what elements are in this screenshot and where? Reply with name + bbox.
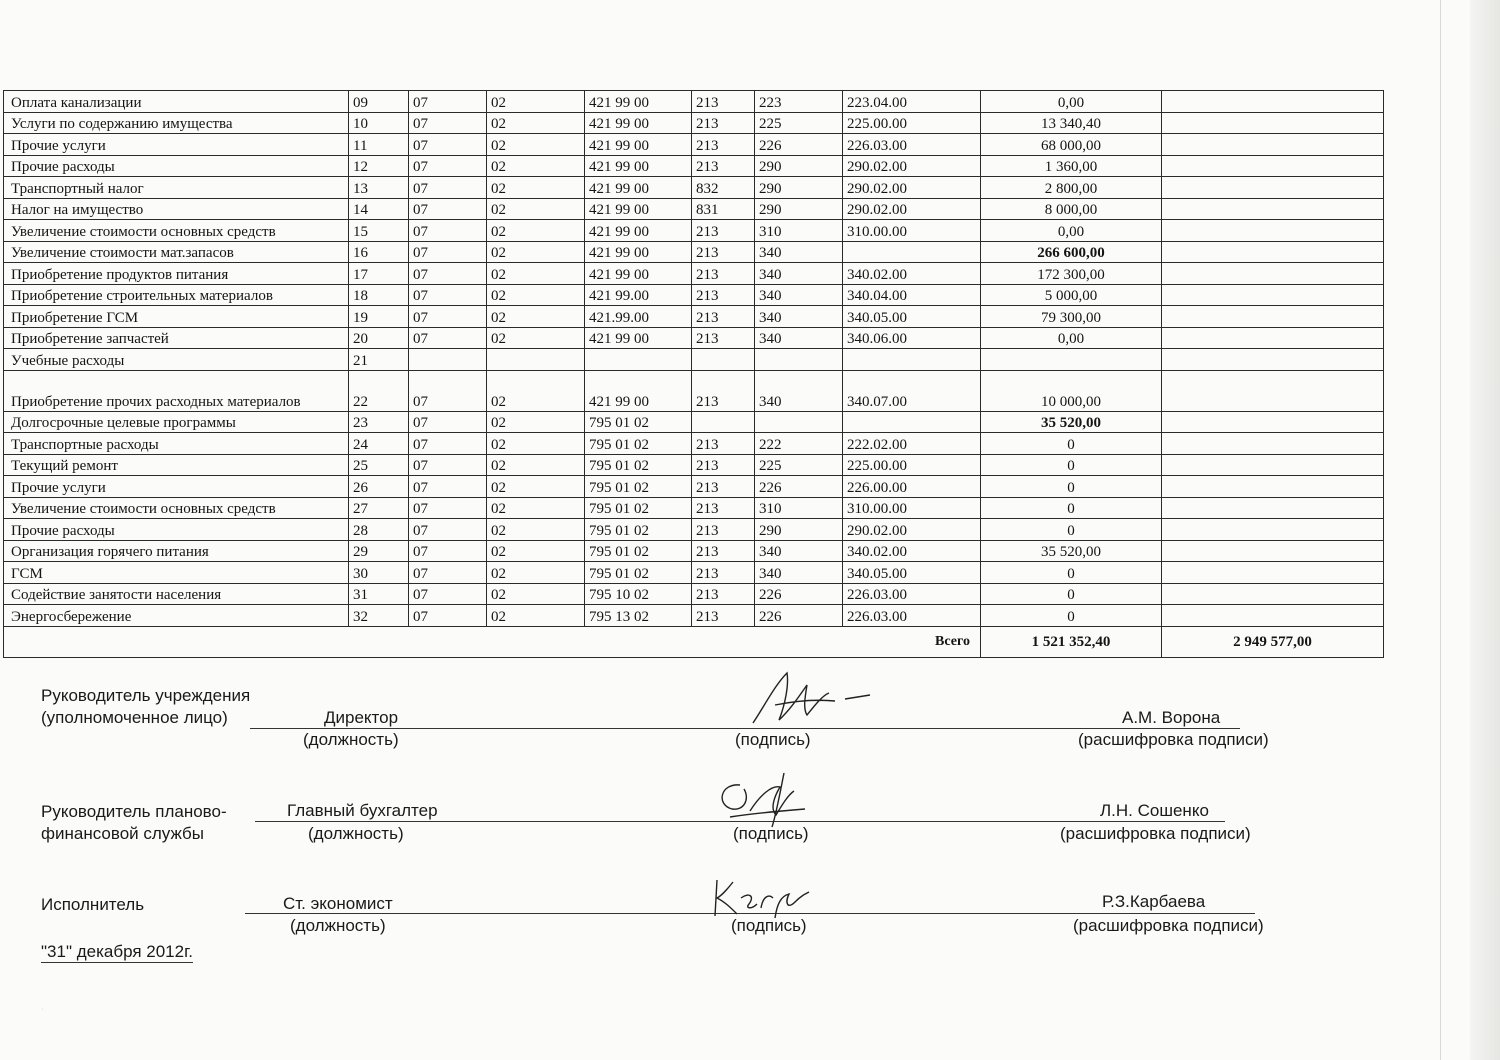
cell-kosgu: 226 [755,476,843,498]
cell-subsection [487,349,585,371]
table-row [4,198,1384,220]
cell-amount: 0 [981,476,1162,498]
cell-detail-code: 340.02.00 [843,263,981,285]
cell-target-article: 795 01 02 [585,540,692,562]
cell-row-number: 12 [349,155,409,177]
cell-subsection: 02 [487,263,585,285]
cell-kosgu: 290 [755,519,843,541]
cell-name: Организация горячего питания [4,540,349,562]
cell-expense-type: 213 [692,540,755,562]
cell-expense-type [692,349,755,371]
cell-amount: 0,00 [981,91,1162,113]
cell-name: Прочие расходы [4,155,349,177]
cell-name: Транспортные расходы [4,433,349,455]
table-row [4,306,1384,328]
cell-name: Транспортный налог [4,177,349,199]
head-signature-caption: (подпись) [735,730,811,749]
cell-name: Текущий ремонт [4,454,349,476]
finance-signature-caption: (подпись) [733,824,809,843]
cell-section: 07 [409,370,487,411]
cell-row-number: 16 [349,241,409,263]
cell-amount: 0 [981,605,1162,627]
cell-kosgu: 340 [755,370,843,411]
head-label-line2: (уполномоченное лицо) [41,708,228,727]
cell-extra [1162,91,1384,113]
cell-expense-type: 832 [692,177,755,199]
cell-kosgu: 290 [755,155,843,177]
finance-position: Главный бухгалтер [287,801,438,820]
table-row [4,220,1384,242]
cell-section: 07 [409,454,487,476]
cell-subsection: 02 [487,454,585,476]
table-row [4,155,1384,177]
cell-section: 07 [409,476,487,498]
cell-target-article: 795 01 02 [585,476,692,498]
cell-name: Энергосбережение [4,605,349,627]
cell-amount [981,349,1162,371]
cell-expense-type [692,411,755,433]
cell-name: Услуги по содержанию имущества [4,112,349,134]
cell-extra [1162,327,1384,349]
cell-target-article: 795 01 02 [585,454,692,476]
cell-section: 07 [409,306,487,328]
cell-amount: 2 800,00 [981,177,1162,199]
cell-detail-code: 290.02.00 [843,177,981,199]
table-row [4,605,1384,627]
cell-kosgu: 340 [755,241,843,263]
cell-expense-type: 213 [692,327,755,349]
cell-subsection: 02 [487,370,585,411]
cell-kosgu: 340 [755,263,843,285]
cell-detail-code [843,349,981,371]
head-position: Директор [324,708,399,727]
cell-kosgu: 225 [755,454,843,476]
cell-subsection: 02 [487,327,585,349]
finance-handwritten-signature [710,765,820,835]
cell-target-article: 795 01 02 [585,519,692,541]
cell-expense-type: 213 [692,370,755,411]
cell-amount: 0,00 [981,220,1162,242]
cell-amount: 1 360,00 [981,155,1162,177]
cell-row-number: 23 [349,411,409,433]
executor-position: Ст. экономист [283,894,393,913]
cell-section: 07 [409,284,487,306]
cell-row-number: 19 [349,306,409,328]
cell-target-article: 795 10 02 [585,583,692,605]
cell-name: Прочие расходы [4,519,349,541]
cell-extra [1162,433,1384,455]
cell-name: Налог на имущество [4,198,349,220]
page-edge-shadow [1470,0,1500,1060]
cell-section: 07 [409,433,487,455]
cell-row-number: 18 [349,284,409,306]
cell-target-article: 421 99 00 [585,263,692,285]
cell-row-number: 30 [349,562,409,584]
cell-expense-type: 213 [692,134,755,156]
cell-kosgu: 226 [755,605,843,627]
cell-detail-code: 226.03.00 [843,605,981,627]
cell-target-article: 795 01 02 [585,433,692,455]
cell-target-article: 421 99.00 [585,284,692,306]
cell-kosgu: 340 [755,327,843,349]
table-row [4,497,1384,519]
cell-subsection: 02 [487,605,585,627]
executor-name: Р.З.Карбаева [1102,892,1206,911]
table-row [4,540,1384,562]
cell-target-article: 795 01 02 [585,497,692,519]
cell-expense-type: 213 [692,497,755,519]
cell-row-number: 27 [349,497,409,519]
cell-section [409,349,487,371]
cell-kosgu [755,349,843,371]
cell-amount: 5 000,00 [981,284,1162,306]
cell-amount: 0 [981,497,1162,519]
cell-amount: 35 520,00 [981,411,1162,433]
executor-label: Исполнитель [41,895,145,914]
cell-row-number: 28 [349,519,409,541]
cell-row-number: 15 [349,220,409,242]
cell-amount: 172 300,00 [981,263,1162,285]
table-row [4,476,1384,498]
speck-mark: · [40,1000,45,1017]
table-row [4,112,1384,134]
table-row [4,263,1384,285]
cell-expense-type: 213 [692,562,755,584]
table-row [4,583,1384,605]
cell-section: 07 [409,134,487,156]
cell-name: ГСМ [4,562,349,584]
cell-name: Увеличение стоимости основных средств [4,497,349,519]
cell-kosgu: 290 [755,177,843,199]
finance-name-caption: (расшифровка подписи) [1060,824,1251,843]
total-amount: 1 521 352,40 [981,626,1162,657]
cell-subsection: 02 [487,134,585,156]
cell-detail-code: 290.02.00 [843,519,981,541]
table-row [4,134,1384,156]
cell-section: 07 [409,220,487,242]
table-row [4,519,1384,541]
table-row [4,370,1384,411]
cell-kosgu: 340 [755,306,843,328]
cell-name: Приобретение запчастей [4,327,349,349]
cell-target-article: 421.99.00 [585,306,692,328]
cell-row-number: 09 [349,91,409,113]
cell-subsection: 02 [487,155,585,177]
cell-subsection: 02 [487,284,585,306]
cell-amount: 0,00 [981,327,1162,349]
cell-extra [1162,519,1384,541]
cell-extra [1162,112,1384,134]
cell-expense-type: 213 [692,91,755,113]
table-row [4,91,1384,113]
cell-section: 07 [409,497,487,519]
cell-row-number: 22 [349,370,409,411]
cell-target-article: 795 13 02 [585,605,692,627]
cell-name: Долгосрочные целевые программы [4,411,349,433]
table-total-row [4,626,1384,657]
cell-detail-code: 290.02.00 [843,198,981,220]
table-row [4,327,1384,349]
cell-name: Приобретение строительных материалов [4,284,349,306]
table-row [4,411,1384,433]
cell-subsection: 02 [487,540,585,562]
cell-kosgu [755,411,843,433]
executor-handwritten-signature [705,868,815,923]
cell-amount: 8 000,00 [981,198,1162,220]
page-fold-line [1440,0,1441,1060]
cell-section: 07 [409,562,487,584]
cell-amount: 266 600,00 [981,241,1162,263]
cell-expense-type: 213 [692,605,755,627]
cell-detail-code: 340.07.00 [843,370,981,411]
cell-section: 07 [409,411,487,433]
cell-target-article: 795 01 02 [585,411,692,433]
cell-row-number: 31 [349,583,409,605]
cell-extra [1162,349,1384,371]
cell-name: Прочие услуги [4,476,349,498]
cell-target-article: 421 99 00 [585,134,692,156]
cell-subsection: 02 [487,433,585,455]
cell-name: Содействие занятости населения [4,583,349,605]
cell-row-number: 20 [349,327,409,349]
cell-target-article: 421 99 00 [585,370,692,411]
head-handwritten-signature [745,665,875,735]
head-name: А.М. Ворона [1122,708,1221,727]
table-body [4,91,1384,658]
cell-row-number: 13 [349,177,409,199]
cell-detail-code: 290.02.00 [843,155,981,177]
table-row [4,562,1384,584]
cell-detail-code: 226.03.00 [843,583,981,605]
cell-detail-code: 222.02.00 [843,433,981,455]
table-row [4,284,1384,306]
cell-subsection: 02 [487,497,585,519]
cell-kosgu: 226 [755,583,843,605]
cell-section: 07 [409,112,487,134]
cell-expense-type: 213 [692,220,755,242]
cell-detail-code [843,411,981,433]
cell-subsection: 02 [487,476,585,498]
cell-expense-type: 213 [692,583,755,605]
cell-detail-code: 310.00.00 [843,497,981,519]
cell-subsection: 02 [487,562,585,584]
cell-amount: 79 300,00 [981,306,1162,328]
cell-detail-code: 340.04.00 [843,284,981,306]
cell-kosgu: 340 [755,562,843,584]
cell-expense-type: 213 [692,519,755,541]
finance-label-line2: финансовой службы [41,824,205,843]
cell-amount: 13 340,40 [981,112,1162,134]
cell-detail-code: 340.06.00 [843,327,981,349]
cell-expense-type: 213 [692,454,755,476]
total-label: Всего [4,626,981,657]
head-position-caption: (должность) [303,730,399,749]
cell-expense-type: 213 [692,476,755,498]
cell-section: 07 [409,583,487,605]
finance-label-line1: Руководитель планово- [41,802,227,821]
cell-section: 07 [409,519,487,541]
cell-kosgu: 290 [755,198,843,220]
cell-row-number: 14 [349,198,409,220]
cell-detail-code: 225.00.00 [843,112,981,134]
cell-subsection: 02 [487,241,585,263]
cell-extra [1162,177,1384,199]
cell-extra [1162,497,1384,519]
cell-kosgu: 223 [755,91,843,113]
cell-row-number: 24 [349,433,409,455]
finance-position-caption: (должность) [308,824,404,843]
cell-subsection: 02 [487,220,585,242]
cell-detail-code: 340.02.00 [843,540,981,562]
cell-expense-type: 213 [692,284,755,306]
cell-subsection: 02 [487,519,585,541]
head-label-line1: Руководитель учреждения [41,686,251,705]
table-row [4,177,1384,199]
cell-subsection: 02 [487,91,585,113]
cell-target-article: 421 99 00 [585,155,692,177]
cell-row-number: 11 [349,134,409,156]
executor-name-caption: (расшифровка подписи) [1073,916,1264,935]
cell-row-number: 29 [349,540,409,562]
cell-expense-type: 213 [692,112,755,134]
cell-amount: 0 [981,519,1162,541]
cell-extra [1162,284,1384,306]
cell-subsection: 02 [487,411,585,433]
cell-section: 07 [409,327,487,349]
cell-extra [1162,370,1384,411]
cell-name: Оплата канализации [4,91,349,113]
cell-extra [1162,198,1384,220]
executor-position-caption: (должность) [290,916,386,935]
head-name-caption: (расшифровка подписи) [1078,730,1269,749]
cell-row-number: 25 [349,454,409,476]
cell-extra [1162,540,1384,562]
cell-target-article: 421 99 00 [585,112,692,134]
cell-kosgu: 226 [755,134,843,156]
table-row [4,349,1384,371]
cell-extra [1162,220,1384,242]
cell-extra [1162,411,1384,433]
table-row [4,433,1384,455]
cell-row-number: 21 [349,349,409,371]
cell-target-article: 421 99 00 [585,91,692,113]
cell-section: 07 [409,241,487,263]
document-date: "31" декабря 2012г. [41,942,193,961]
cell-amount: 35 520,00 [981,540,1162,562]
cell-target-article [585,349,692,371]
cell-extra [1162,583,1384,605]
cell-detail-code: 340.05.00 [843,306,981,328]
cell-subsection: 02 [487,198,585,220]
cell-extra [1162,134,1384,156]
cell-detail-code: 223.04.00 [843,91,981,113]
cell-target-article: 421 99 00 [585,177,692,199]
cell-kosgu: 225 [755,112,843,134]
cell-expense-type: 213 [692,306,755,328]
cell-kosgu: 222 [755,433,843,455]
cell-detail-code: 310.00.00 [843,220,981,242]
cell-kosgu: 310 [755,497,843,519]
cell-row-number: 32 [349,605,409,627]
cell-subsection: 02 [487,583,585,605]
cell-target-article: 421 99 00 [585,327,692,349]
cell-name: Учебные расходы [4,349,349,371]
cell-row-number: 17 [349,263,409,285]
cell-detail-code: 226.03.00 [843,134,981,156]
cell-amount: 68 000,00 [981,134,1162,156]
cell-target-article: 421 99 00 [585,198,692,220]
cell-expense-type: 213 [692,155,755,177]
cell-amount: 0 [981,454,1162,476]
cell-name: Увеличение стоимости мат.запасов [4,241,349,263]
cell-section: 07 [409,177,487,199]
executor-signature-caption: (подпись) [731,916,807,935]
cell-section: 07 [409,540,487,562]
cell-extra [1162,306,1384,328]
total-extra: 2 949 577,00 [1162,626,1384,657]
cell-subsection: 02 [487,306,585,328]
cell-name: Приобретение ГСМ [4,306,349,328]
cell-name: Приобретение продуктов питания [4,263,349,285]
cell-subsection: 02 [487,177,585,199]
cell-extra [1162,562,1384,584]
cell-amount: 0 [981,433,1162,455]
cell-section: 07 [409,263,487,285]
cell-expense-type: 213 [692,433,755,455]
cell-extra [1162,476,1384,498]
cell-target-article: 421 99 00 [585,220,692,242]
cell-section: 07 [409,91,487,113]
cell-name: Прочие услуги [4,134,349,156]
cell-expense-type: 213 [692,263,755,285]
cell-amount: 10 000,00 [981,370,1162,411]
cell-extra [1162,155,1384,177]
cell-row-number: 26 [349,476,409,498]
cell-section: 07 [409,198,487,220]
cell-kosgu: 340 [755,540,843,562]
table-row [4,454,1384,476]
cell-target-article: 421 99 00 [585,241,692,263]
cell-row-number: 10 [349,112,409,134]
cell-name: Приобретение прочих расходных материалов [4,370,349,411]
cell-detail-code: 225.00.00 [843,454,981,476]
cell-subsection: 02 [487,112,585,134]
cell-section: 07 [409,155,487,177]
finance-name: Л.Н. Сошенко [1100,801,1209,820]
cell-extra [1162,241,1384,263]
cell-kosgu: 310 [755,220,843,242]
cell-section: 07 [409,605,487,627]
cell-expense-type: 831 [692,198,755,220]
cell-expense-type: 213 [692,241,755,263]
cell-detail-code: 226.00.00 [843,476,981,498]
cell-name: Увеличение стоимости основных средств [4,220,349,242]
cell-detail-code: 340.05.00 [843,562,981,584]
table-row [4,241,1384,263]
cell-extra [1162,263,1384,285]
cell-amount: 0 [981,583,1162,605]
cell-extra [1162,605,1384,627]
cell-amount: 0 [981,562,1162,584]
budget-table [3,90,1384,658]
cell-extra [1162,454,1384,476]
cell-target-article: 795 01 02 [585,562,692,584]
cell-kosgu: 340 [755,284,843,306]
cell-detail-code [843,241,981,263]
